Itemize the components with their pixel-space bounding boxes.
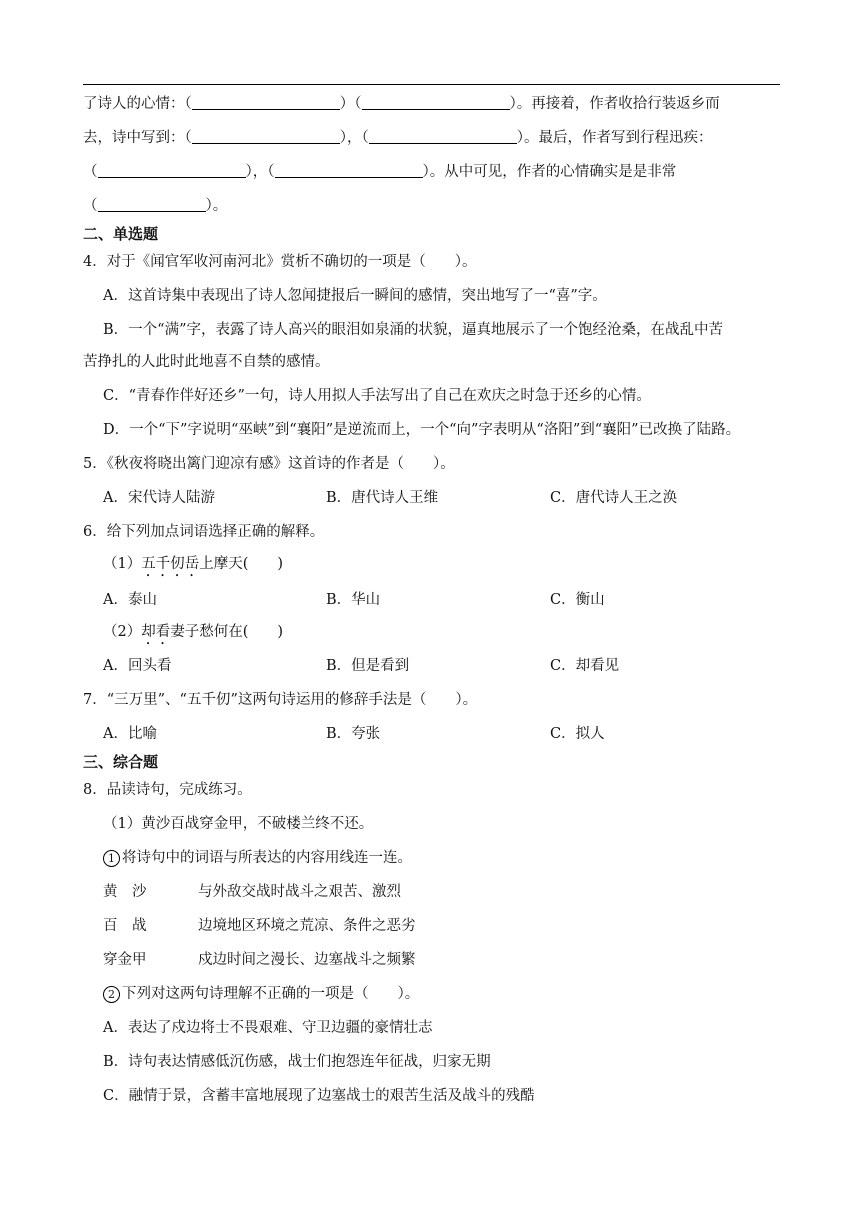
q3-text: （ bbox=[83, 198, 98, 214]
q3-line-3 bbox=[83, 162, 676, 182]
q5-option-c[interactable]: C．唐代诗人王之涣 bbox=[550, 490, 678, 506]
answer-blank[interactable] bbox=[98, 162, 246, 178]
q6-stem: 6．给下列加点词语选择正确的解释。 bbox=[83, 524, 325, 540]
q3-line-4 bbox=[83, 196, 227, 216]
q6-sub1-option-b[interactable]: B．华山 bbox=[326, 592, 381, 608]
answer-blank[interactable] bbox=[362, 94, 510, 110]
q6-sub1-prefix: （1） bbox=[103, 556, 142, 572]
q3-text: 了诗人的心情：（ bbox=[83, 96, 192, 112]
q8-part1 bbox=[103, 848, 412, 868]
q6-sub2-prefix: （2） bbox=[103, 624, 142, 640]
q5-stem: 5．《秋夜将晓出篱门迎凉有感》这首诗的作者是（ ）。 bbox=[83, 456, 455, 472]
match-left-item[interactable]: 黄 沙 bbox=[103, 884, 147, 900]
q3-text: （ bbox=[83, 164, 98, 180]
header-rule bbox=[83, 84, 780, 85]
q6-sub2-option-c[interactable]: C．却看见 bbox=[550, 658, 620, 674]
section-title: 三、综合题 bbox=[83, 753, 159, 771]
q8-stem: 8．品读诗句，完成练习。 bbox=[83, 782, 252, 798]
q7-stem: 7．“三万里”、“五千仞”这两句诗运用的修辞手法是（ ）。 bbox=[83, 692, 478, 708]
circled-number: 2 bbox=[103, 986, 120, 1003]
q8-part2 bbox=[103, 984, 419, 1004]
circled-number: 1 bbox=[103, 850, 120, 867]
q4-option-a[interactable]: A．这首诗集中表现出了诗人忽闻捷报后一瞬间的感情，突出地写了一“喜”字。 bbox=[103, 288, 607, 304]
q6-sub2-option-a[interactable]: A．回头看 bbox=[103, 658, 172, 674]
match-left-item[interactable]: 百 战 bbox=[103, 918, 147, 934]
q4-option-b[interactable]: B．一个“满”字，表露了诗人高兴的眼泪如泉涌的状貌，逼真地展示了一个饱经沧桑，在战乱中苦 bbox=[103, 322, 723, 338]
q6-sub2-option-b[interactable]: B．但是看到 bbox=[326, 658, 410, 674]
q3-text: ）。最后，作者写到行程迅疾： bbox=[516, 130, 713, 146]
q6-sub2-suffix: 妻子愁何在( ) bbox=[170, 624, 284, 640]
q8-option-a[interactable]: A．表达了戍边将士不畏艰难、守卫边疆的豪情壮志 bbox=[103, 1020, 433, 1036]
dotted-words: 却看 bbox=[141, 624, 171, 640]
q6-sub1-option-c[interactable]: C．衡山 bbox=[550, 592, 605, 608]
q3-text: ），（ bbox=[339, 130, 369, 146]
q5-option-b[interactable]: B．唐代诗人王维 bbox=[326, 490, 439, 506]
q6-sub1-suffix: 上摩天( ) bbox=[199, 556, 284, 572]
q4-option-b-cont: 苦挣扎的人此时此地喜不自禁的感情。 bbox=[83, 354, 330, 370]
q3-text: ），（ bbox=[245, 164, 275, 180]
dotted-words: 五千仞岳 bbox=[141, 556, 200, 572]
match-right-item[interactable]: 与外敌交战时战斗之艰苦、激烈 bbox=[198, 884, 401, 900]
q3-text: ）。从中可见，作者的心情确实是是非常 bbox=[422, 164, 677, 180]
q8-part1-text: 将诗句中的词语与所表达的内容用线连一连。 bbox=[122, 850, 412, 866]
q7-option-c[interactable]: C．拟人 bbox=[550, 726, 605, 742]
q4-stem: 4．对于《闻官军收河南河北》赏析不确切的一项是（ ）。 bbox=[83, 254, 477, 270]
q8-sub1: （1）黄沙百战穿金甲，不破楼兰终不还。 bbox=[103, 816, 374, 832]
q7-option-a[interactable]: A．比喻 bbox=[103, 726, 157, 742]
q8-option-b[interactable]: B．诗句表达情感低沉伤感，战士们抱怨连年征战，归家无期 bbox=[103, 1054, 491, 1070]
match-right-item[interactable]: 边境地区环境之荒凉、条件之恶劣 bbox=[198, 918, 416, 934]
q6-sub2 bbox=[103, 622, 283, 648]
q3-line-2 bbox=[83, 128, 713, 148]
q6-sub1 bbox=[103, 554, 283, 580]
q6-sub1-option-a[interactable]: A．泰山 bbox=[103, 592, 157, 608]
answer-blank[interactable] bbox=[192, 128, 340, 144]
answer-blank[interactable] bbox=[98, 196, 206, 212]
q3-text: ）。再接着，作者收拾行装返乡而 bbox=[509, 96, 720, 112]
match-right-item[interactable]: 戍边时间之漫长、边塞战斗之频繁 bbox=[198, 952, 416, 968]
answer-blank[interactable] bbox=[192, 94, 340, 110]
q3-text: ）（ bbox=[339, 96, 362, 112]
q7-option-b[interactable]: B．夸张 bbox=[326, 726, 381, 742]
q3-line-1 bbox=[83, 94, 720, 114]
answer-blank[interactable] bbox=[369, 128, 517, 144]
section-title: 二、单选题 bbox=[83, 225, 159, 243]
q4-option-d[interactable]: D．一个“下”字说明“巫峡”到“襄阳”是逆流而上，一个“向”字表明从“洛阳”到“襄阳”已改换了陆路。 bbox=[103, 422, 741, 438]
q8-part2-text: 下列对这两句诗理解不正确的一项是（ ）。 bbox=[122, 986, 420, 1002]
match-left-item[interactable]: 穿金甲 bbox=[103, 952, 147, 968]
q3-text: 去，诗中写到：（ bbox=[83, 130, 192, 146]
q4-option-c[interactable]: C．“青春作伴好还乡”一句，诗人用拟人手法写出了自己在欢庆之时急于还乡的心情。 bbox=[103, 388, 651, 404]
q5-option-a[interactable]: A．宋代诗人陆游 bbox=[103, 490, 215, 506]
answer-blank[interactable] bbox=[275, 162, 423, 178]
q3-text: ）。 bbox=[205, 198, 228, 214]
q8-option-c[interactable]: C．融情于景，含蓄丰富地展现了边塞战士的艰苦生活及战斗的残酷 bbox=[103, 1088, 535, 1104]
